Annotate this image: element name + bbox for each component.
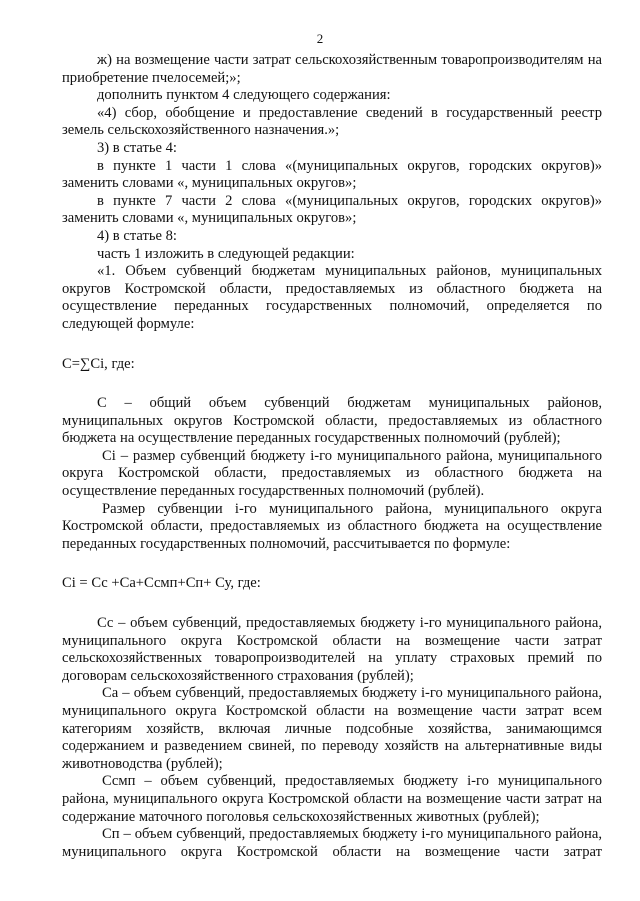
formula-ci: Ci = Сс +Са+Ссмп+Сп+ Су, где: <box>62 575 261 592</box>
paragraph-article-8: 4) в статье 8: <box>97 227 177 244</box>
paragraph-article-4: 3) в статье 4: <box>97 139 177 156</box>
paragraph-point-4-text: «4) сбор, обобщение и предоставление сведений в государственный реестр земель сельскохозяйственного назначения.»; <box>62 104 602 139</box>
paragraph-article-4-item-7: в пункте 7 части 2 слова «(муниципальных округов, городских округов)» заменить словами «, муниципальных округов»; <box>62 192 602 227</box>
formula-total: C=∑Ci, где: <box>62 355 135 372</box>
paragraph-add-point-4: дополнить пунктом 4 следующего содержания: <box>97 87 391 104</box>
paragraph-ci-definition: Ci – размер субвенций бюджету i-го муниципального района, муниципального округа Костромской области, предоставляемых из областного бюджета на осуществление переданных государственных полномочий (рублей). <box>62 447 602 500</box>
document-body <box>62 52 602 861</box>
paragraph-cp-definition: Сп – объем субвенций, предоставляемых бюджету i-го муниципального района, муниципального округа Костромской области на возмещение части затрат <box>62 826 602 860</box>
paragraph-ci-size: Размер субвенции i-го муниципального района, муниципального округа Костромской области, предоставляемых из областного бюджета на осуществление переданных государственных полномочий, рассчитывается по формуле: <box>62 500 602 552</box>
paragraph-volume-definition: «1. Объем субвенций бюджетам муниципальных районов, муниципальных округов Костромской области, предоставляемых из областного бюджета на осуществление переданных государственных полномочий, определяется по следующей формуле: <box>62 263 602 332</box>
paragraph-csmp-definition: Ссмп – объем субвенций, предоставляемых бюджету i-го муниципального района, муниципального округа Костромской области на возмещение части затрат на содержание маточного поголовья сельскохозяйственных животных (рублей); <box>62 773 602 825</box>
paragraph-cc-definition: Сс – объем субвенций, предоставляемых бюджету i-го муниципального района, муниципального округа Костромской области на возмещение части затрат сельскохозяйственных товаропроизводителей на уплату страховых премий по договорам сельскохозяйственного страхования (рублей); <box>62 615 602 684</box>
paragraph-ca-definition: Са – объем субвенций, предоставляемых бюджету i-го муниципального района, муниципального округа Костромской области на возмещение части затрат всем категориям хозяйств, включая личные подсобные хозяйства, занимающимся содержанием и разведением свиней, по переводу хозяйств на альтернативные виды животноводства (рублей); <box>62 685 602 772</box>
paragraph-article-4-item-1: в пункте 1 части 1 слова «(муниципальных округов, городских округов)» заменить словами «, муниципальных округов»; <box>62 157 602 192</box>
paragraph-part-1-new-edition: часть 1 изложить в следующей редакции: <box>97 245 355 262</box>
page-number: 2 <box>316 31 324 46</box>
paragraph-c-definition: С – общий объем субвенций бюджетам муниципальных районов, муниципальных округов Костромской области, предоставляемых из областного бюджета на осуществление переданных государственных полномочий (рублей); <box>62 395 602 447</box>
paragraph-zh: ж) на возмещение части затрат сельскохозяйственным товаропроизводителям на приобретение пчелосемей;»; <box>62 52 602 86</box>
